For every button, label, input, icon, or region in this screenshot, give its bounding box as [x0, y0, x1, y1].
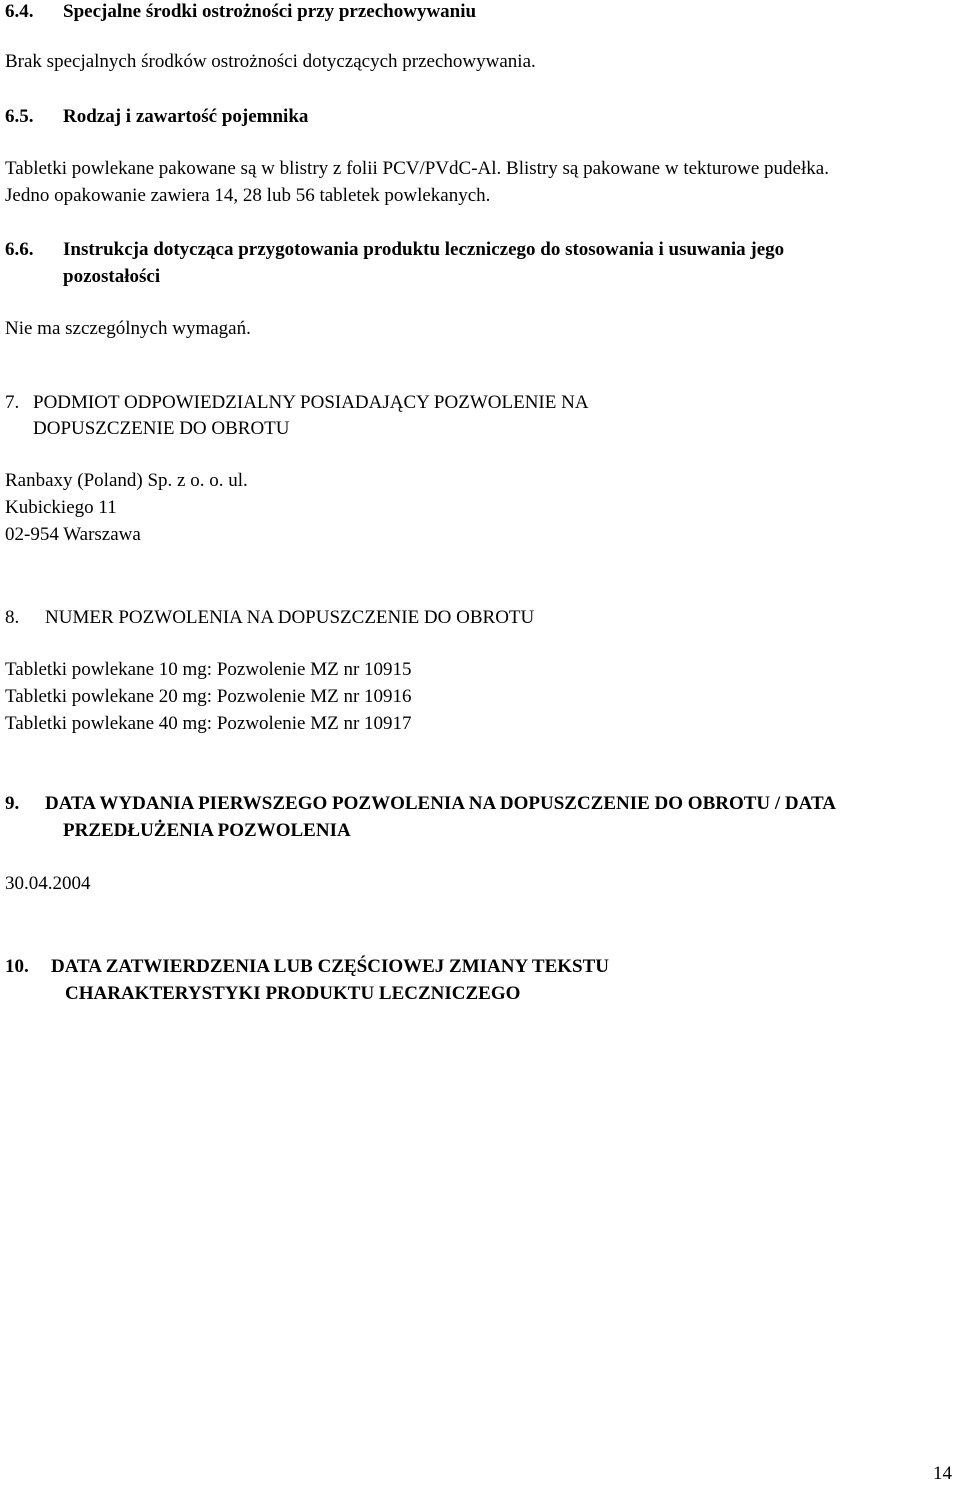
section-6-5-heading — [5, 103, 309, 130]
section-title-line-1: DATA WYDANIA PIERWSZEGO POZWOLENIA NA DOPUSZCZENIE DO OBROTU / DATA — [45, 793, 836, 814]
section-6-6-title-line-2: pozostałości — [63, 266, 161, 287]
section-9-date: 30.04.2004 — [5, 873, 91, 894]
permit-line-40mg: Tabletki powlekane 40 mg: Pozwolenie MZ nr 10917 — [5, 713, 412, 734]
permit-line-20mg: Tabletki powlekane 20 mg: Pozwolenie MZ nr 10916 — [5, 686, 412, 707]
section-9-title-line-2: PRZEDŁUŻENIA POZWOLENIA — [63, 820, 351, 841]
section-number: 6.4. — [5, 1, 34, 22]
section-number: 7. — [5, 392, 20, 413]
section-6-4-body: Brak specjalnych środków ostrożności dotyczących przechowywania. — [5, 51, 536, 72]
page-number: 14 — [933, 1463, 952, 1484]
section-7-address-line-2: Kubickiego 11 — [5, 497, 117, 518]
section-number: 6.5. — [5, 106, 34, 127]
section-7-address-line-3: 02-954 Warszawa — [5, 524, 141, 545]
section-number: 10. — [5, 956, 29, 977]
section-10-heading — [5, 953, 609, 980]
section-9-heading — [5, 790, 836, 817]
section-title-line-1: Instrukcja dotycząca przygotowania produktu leczniczego do stosowania i usuwania jego — [63, 239, 785, 260]
section-7-address-line-1: Ranbaxy (Poland) Sp. z o. o. ul. — [5, 470, 248, 491]
section-title: Specjalne środki ostrożności przy przechowywaniu — [63, 1, 477, 22]
section-6-5-body-line-2: Jedno opakowanie zawiera 14, 28 lub 56 tabletek powlekanych. — [5, 185, 491, 206]
section-6-6-body: Nie ma szczególnych wymagań. — [5, 318, 251, 339]
section-title-line-1: DATA ZATWIERDZENIA LUB CZĘŚCIOWEJ ZMIANY TEKSTU — [51, 956, 609, 977]
section-10-title-line-2: CHARAKTERYSTYKI PRODUKTU LECZNICZEGO — [65, 983, 521, 1004]
section-8-heading — [5, 604, 535, 631]
section-6-6-heading — [5, 236, 785, 263]
section-number: 8. — [5, 607, 20, 628]
section-6-5-body-line-1: Tabletki powlekane pakowane są w blistry z folii PCV/PVdC-Al. Blistry są pakowane w tekturowe pudełka. — [5, 158, 829, 179]
section-number: 6.6. — [5, 239, 34, 260]
section-number: 9. — [5, 793, 20, 814]
section-title-line-1: PODMIOT ODPOWIEDZIALNY POSIADAJĄCY POZWOLENIE NA — [33, 392, 589, 413]
section-title: Rodzaj i zawartość pojemnika — [63, 106, 309, 127]
section-7-title-line-2: DOPUSZCZENIE DO OBROTU — [33, 418, 290, 439]
section-6-4-heading — [5, 0, 477, 25]
section-title: NUMER POZWOLENIA NA DOPUSZCZENIE DO OBROTU — [45, 607, 535, 628]
permit-line-10mg: Tabletki powlekane 10 mg: Pozwolenie MZ nr 10915 — [5, 659, 412, 680]
section-7-heading — [5, 389, 589, 416]
